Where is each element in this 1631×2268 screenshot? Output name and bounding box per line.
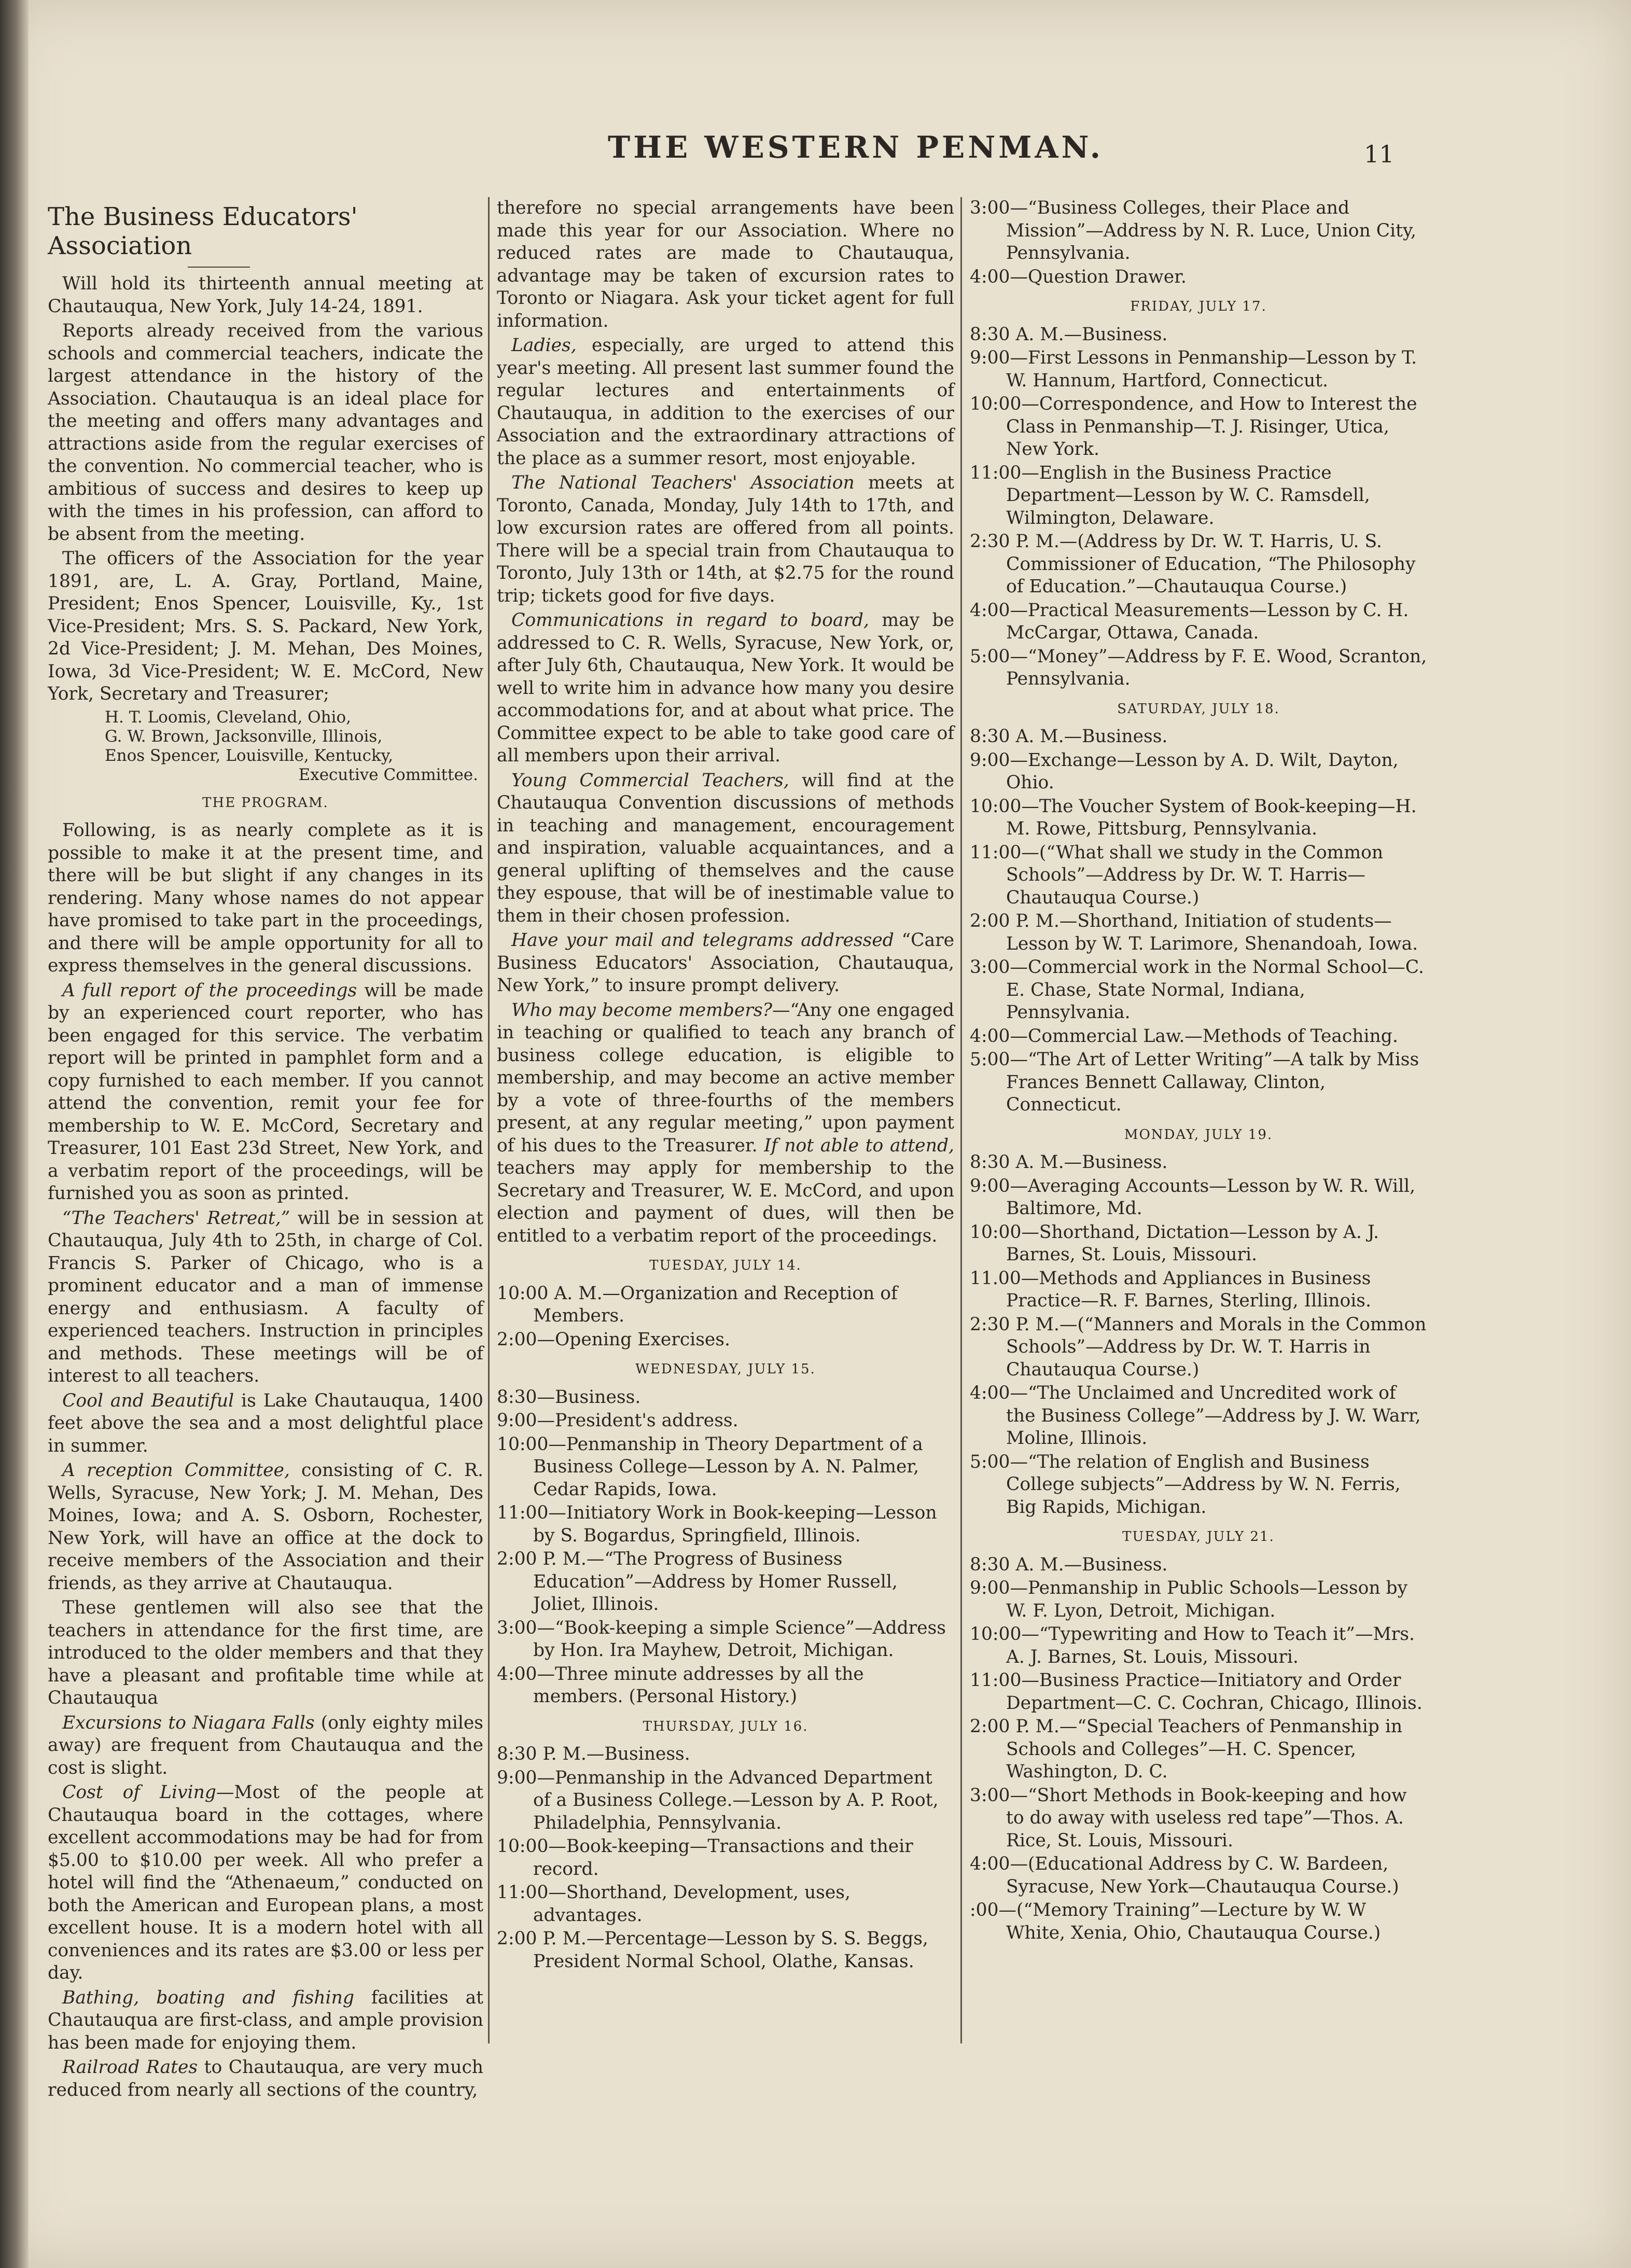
schedule-item: 5:00—“The relation of English and Business College subjects”—Address by W. N. Ferris, Big Rapids, Michigan. — [970, 1451, 1401, 1518]
day-heading: FRIDAY, JULY 17. — [1130, 299, 1267, 314]
schedule-item: 5:00—“The Art of Letter Writing”—A talk by Miss Frances Bennett Callaway, Clinton, Connecticut. — [970, 1049, 1419, 1115]
day-heading: WEDNESDAY, JULY 15. — [635, 1361, 816, 1377]
paragraph: Excursions to Niagara Falls (only eighty miles away) are frequent from Chautauqua and the cost is slight. — [48, 1712, 483, 1778]
day-heading: TUESDAY, JULY 21. — [1122, 1529, 1275, 1545]
schedule-item: 2:30 P. M.—(Address by Dr. W. T. Harris, U. S. Commissioner of Education, “The Philosophy of Education.”—Chautauqua Course.) — [970, 531, 1416, 597]
schedule-item: 2:00 P. M.—Shorthand, Initiation of students—Lesson by W. T. Larimore, Shenandoah, Iowa. — [970, 911, 1418, 954]
schedule-item: 10:00—Shorthand, Dictation—Lesson by A. J. Barnes, St. Louis, Missouri. — [970, 1221, 1379, 1265]
schedule-item: 4:00—Commercial Law.—Methods of Teaching. — [970, 1025, 1398, 1047]
title-rule — [188, 267, 250, 268]
book-spine — [0, 0, 29, 2268]
lead-phrase: A full report of the proceedings — [62, 980, 357, 1001]
lead-phrase: Who may become members? — [511, 999, 773, 1021]
lead-phrase: Cost of Living — [62, 1782, 216, 1803]
executive-committee — [105, 708, 483, 785]
schedule-item: 9:00—Exchange—Lesson by A. D. Wilt, Dayton, Ohio. — [970, 749, 1399, 793]
paragraph: Young Commercial Teachers, will find at the Chautauqua Convention discussions of methods in teaching and management, encouragement and inspiration, valuable acquaintances, and a general uplifting of themselves and the cause they espouse, that will be of inestimable value to them in their chosen profession. — [497, 770, 954, 926]
paragraph: A full report of the proceedings will be made by an experienced court reporter, who has been engaged for this service. The verbatim report will be printed in pamphlet form and a copy furnished to each member. If you cannot attend the convention, remit your fee for membership to W. E. McCord, Secretary and Treasurer, 101 East 23d Street, New York, and a verbatim report of the proceedings, will be furnished you as soon as printed. — [48, 980, 483, 1204]
paragraph: Cost of Living—Most of the people at Chautauqua board in the cottages, where excellent accommodations may be had for from $5.00 to $10.00 per week. All who prefer a hotel will find the “Athenaeum,” conducted on both the American and European plans, a most excellent house. It is a modern hotel with all conveniences and its rates are $3.00 or less per day. — [48, 1782, 484, 1983]
schedule-item: 11:00—(“What shall we study in the Common Schools”—Address by Dr. W. T. Harris—Chautauqua Course.) — [970, 842, 1384, 908]
schedule-item: 3:00—“Business Colleges, their Place and Mission”—Address by N. R. Luce, Union City, Pennsylvania. — [970, 198, 1416, 263]
schedule-item: 10:00—Penmanship in Theory Department of a Business College—Lesson by A. N. Palmer, Cedar Rapids, Iowa. — [497, 1434, 923, 1500]
day-heading: TUESDAY, JULY 14. — [649, 1258, 802, 1273]
paragraph: Ladies, especially, are urged to attend this year's meeting. All present last summer found the regular lectures and entertainments of Chautauqua, in addition to the exercises of our Association and the extraordinary attractions of the place as a summer resort, most enjoyable. — [497, 335, 954, 469]
schedule-item: 4:00—(Educational Address by C. W. Bardeen, Syracuse, New York—Chautauqua Course.) — [970, 1854, 1399, 1897]
lead-phrase: Bathing, boating and fishing — [62, 1987, 354, 2008]
schedule-item: 2:30 P. M.—(“Manners and Morals in the Common Schools”—Address by Dr. W. T. Harris in Chautauqua Course.) — [970, 1314, 1427, 1380]
schedule-item: 8:30 A. M.—Business. — [970, 324, 1168, 345]
schedule-item: 11:00—Shorthand, Development, uses, advantages. — [497, 1882, 851, 1926]
schedule-item: 2:00 P. M.—“The Progress of Business Education”—Address by Homer Russell, Joliet, Illinois. — [497, 1549, 898, 1615]
paragraph: “The Teachers' Retreat,” will be in session at Chautauqua, July 4th to 25th, in charge of Col. Francis S. Parker of Chicago, who is a prominent educator and a man of immense energy and enthusiasm. A faculty of experienced teachers. Instruction in principles and methods. These meetings will be of interest to all teachers. — [48, 1207, 483, 1386]
lead-phrase: Young Commercial Teachers, — [511, 770, 789, 791]
lead-phrase: A reception Committee, — [62, 1460, 290, 1481]
schedule-item: 4:00—Practical Measurements—Lesson by C. H. McCargar, Ottawa, Canada. — [970, 600, 1409, 643]
lead-phrase: Railroad Rates — [62, 2057, 198, 2078]
schedule-item: 11:00—Initiatory Work in Book-keeping—Lesson by S. Bogardus, Springfield, Illinois. — [497, 1502, 937, 1546]
committee-member: H. T. Loomis, Cleveland, Ohio, — [105, 707, 351, 727]
schedule-item: 10:00 A. M.—Organization and Reception of Members. — [497, 1283, 898, 1326]
schedule-item: 9:00—Penmanship in Public Schools—Lesson by W. F. Lyon, Detroit, Michigan. — [970, 1578, 1408, 1621]
paragraph: Reports already received from the various schools and commercial teachers, indicate the largest attendance in the history of the Association. Chautauqua is an ideal place for the meeting and offers many advantages and attractions aside from the regular exercises of the convention. No commercial teacher, who is ambitious of success and desires to keep up with the times in his profession, can afford to be absent from the meeting. — [48, 321, 483, 545]
paragraph: A reception Committee, consisting of C. R. Wells, Syracuse, New York; J. M. Mehan, Des Moines, Iowa; and A. S. Osborn, Rochester, New York, will have an office at the dock to receive members of the Association and their friends, as they arrive at Chautauqua. — [48, 1460, 483, 1594]
schedule-item: 2:00 P. M.—“Special Teachers of Penmanship in Schools and Colleges”—H. C. Spencer, Washington, D. C. — [970, 1716, 1403, 1782]
schedule-item: 2:00—Opening Exercises. — [497, 1329, 730, 1350]
paragraph: Communications in regard to board, may be addressed to C. R. Wells, Syracuse, New York, or, after July 6th, Chautauqua, New York. It would be well to write him in advance how many you desire accommodations for, and at about what price. The Committee expect to be able to take good care of all members upon their arrival. — [497, 610, 954, 766]
schedule-item: :00—(“Memory Training”—Lecture by W. W White, Xenia, Ohio, Chautauqua Course.) — [970, 1900, 1381, 1943]
schedule-item: 8:30 P. M.—Business. — [497, 1744, 690, 1764]
paragraph: The National Teachers' Association meets at Toronto, Canada, Monday, July 14th to 17th, and low excursion rates are offered from all points. There will be a special train from Chautauqua to Toronto, July 13th or 14th, at $2.75 for the round trip; tickets good for five days. — [497, 472, 955, 606]
committee-member: G. W. Brown, Jacksonville, Illinois, — [105, 727, 383, 746]
schedule-item: 3:00—Commercial work in the Normal School—C. E. Chase, State Normal, Indiana, Pennsylvania. — [970, 957, 1424, 1023]
schedule-item: 3:00—“Short Methods in Book-keeping and how to do away with useless red tape”—Thos. A. Rice, St. Louis, Missouri. — [970, 1785, 1407, 1851]
paragraph: Following, is as nearly complete as it is possible to make it at the present time, and there will be but slight if any changes in its rendering. Many whose names do not appear have promised to take part in the proceedings, and there will be ample opportunity for all to express themselves in the general discussions. — [48, 820, 483, 976]
paragraph: therefore no special arrangements have been made this year for our Association. Where no reduced rates are made to Chautauqua, advantage may be taken of excursion rates to Toronto or Niagara. Ask your ticket agent for full information. — [497, 198, 954, 331]
lead-phrase: Ladies, — [511, 335, 577, 356]
schedule-item: 8:30 A. M.—Business. — [970, 1554, 1168, 1575]
schedule-item: 9:00—Averaging Accounts—Lesson by W. R. Will, Baltimore, Md. — [970, 1175, 1416, 1219]
schedule-item: 10:00—“Typewriting and How to Teach it”—Mrs. A. J. Barnes, St. Louis, Missouri. — [970, 1624, 1415, 1667]
schedule-item: 10:00—The Voucher System of Book-keeping—H. M. Rowe, Pittsburg, Pennsylvania. — [970, 796, 1417, 839]
schedule-item: 4:00—Three minute addresses by all the members. (Personal History.) — [497, 1663, 864, 1707]
schedule-item: 9:00—President's address. — [497, 1410, 738, 1431]
paragraph: Have your mail and telegrams addressed “Care Business Educators' Association, Chautauqua, New York,” to insure prompt delivery. — [497, 930, 954, 996]
schedule-item: 3:00—“Book-keeping a simple Science”—Address by Hon. Ira Mayhew, Detroit, Michigan. — [497, 1617, 946, 1661]
column-1 — [48, 197, 483, 2104]
schedule-item: 8:30—Business. — [497, 1386, 641, 1408]
schedule-item: 8:30 A. M.—Business. — [970, 726, 1168, 747]
column-rule — [960, 197, 962, 2043]
schedule-item: 11.00—Methods and Appliances in Business Practice—R. F. Barnes, Sterling, Illinois. — [970, 1268, 1371, 1311]
lead-phrase: “The Teachers' Retreat,” — [62, 1207, 290, 1229]
paragraph: Cool and Beautiful is Lake Chautauqua, 1400 feet above the sea and a most delightful place in summer. — [48, 1390, 483, 1456]
schedule-item: 9:00—Penmanship in the Advanced Department of a Business College.—Lesson by A. P. Root, Philadelphia, Pennsylvania. — [497, 1767, 939, 1833]
paragraph: Bathing, boating and fishing facilities at Chautauqua are first-class, and ample provision has been made for enjoying them. — [48, 1987, 483, 2053]
column-rule — [488, 197, 490, 2043]
day-heading: MONDAY, JULY 19. — [1124, 1126, 1273, 1143]
schedule-item: 8:30 A. M.—Business. — [970, 1152, 1168, 1173]
page-number: 11 — [1364, 140, 1395, 168]
section-heading: THE PROGRAM. — [202, 795, 329, 811]
paragraph: Railroad Rates to Chautauqua, are very much reduced from nearly all sections of the country, — [48, 2057, 483, 2100]
day-heading: SATURDAY, JULY 18. — [1117, 701, 1280, 717]
committee-member: Enos Spencer, Louisville, Kentucky, — [105, 746, 394, 765]
committee-label: Executive Committee. — [298, 765, 478, 784]
schedule-item: 10:00—Book-keeping—Transactions and their record. — [497, 1836, 913, 1880]
column-3 — [970, 197, 1427, 1944]
lead-phrase: The National Teachers' Association — [511, 472, 855, 493]
schedule-item: 4:00—“The Unclaimed and Uncredited work of the Business College”—Address by J. W. Warr, Moline, Illinois. — [970, 1383, 1421, 1449]
schedule-item: 4:00—Question Drawer. — [970, 266, 1187, 287]
lead-phrase: Have your mail and telegrams addressed — [511, 930, 894, 951]
schedule-item: 10:00—Correspondence, and How to Interest the Class in Penmanship—T. J. Risinger, Utica, New York. — [970, 394, 1417, 460]
paragraph: Who may become members?—“Any one engaged in teaching or qualified to teach any branch of business college education, is eligible to membership, and may become an active member by a vote of three-fourths of the members present, at any regular meeting,” upon payment of his dues to the Treasurer. If not able to attend, teachers may apply for membership to the Secretary and Treasurer, W. E. McCord, and upon election and payment of dues, will then be entitled to a verbatim report of the proceedings. — [497, 999, 954, 1246]
schedule-item: 11:00—English in the Business Practice Department—Lesson by W. C. Ramsdell, Wilmington, Delaware. — [970, 462, 1370, 528]
schedule-item: 5:00—“Money”—Address by F. E. Wood, Scranton, Pennsylvania. — [970, 646, 1427, 689]
paragraph: These gentlemen will also see that the teachers in attendance for the first time, are introduced to the older members and that they have a pleasant and profitable time while at Chautauqua — [48, 1597, 483, 1708]
article-title: The Business Educators' Association — [48, 202, 358, 260]
paragraph: The officers of the Association for the year 1891, are, L. A. Gray, Portland, Maine, President; Enos Spencer, Louisville, Ky., 1st Vice-President; Mrs. S. S. Packard, New York, 2d Vice-President; J. M. Mehan, Des Moines, Iowa, 3d Vice-President; W. E. McCord, New York, Secretary and Treasurer; — [48, 548, 483, 704]
lead-phrase: Cool and Beautiful — [62, 1390, 234, 1411]
schedule-item: 2:00 P. M.—Percentage—Lesson by S. S. Beggs, President Normal School, Olathe, Kansas. — [497, 1928, 928, 1972]
schedule-item: 11:00—Business Practice—Initiatory and Order Department—C. C. Cochran, Chicago, Illinois. — [970, 1670, 1423, 1714]
column-2 — [497, 197, 954, 1973]
paragraph: Will hold its thirteenth annual meeting at Chautauqua, New York, July 14-24, 1891. — [48, 273, 483, 317]
lead-phrase: Communications in regard to board, — [511, 610, 869, 631]
masthead: THE WESTERN PENMAN. — [608, 130, 1104, 165]
lead-phrase: Excursions to Niagara Falls — [62, 1712, 315, 1733]
schedule-item: 9:00—First Lessons in Penmanship—Lesson by T. W. Hannum, Hartford, Connecticut. — [970, 347, 1417, 391]
day-heading: THURSDAY, JULY 16. — [643, 1718, 808, 1734]
